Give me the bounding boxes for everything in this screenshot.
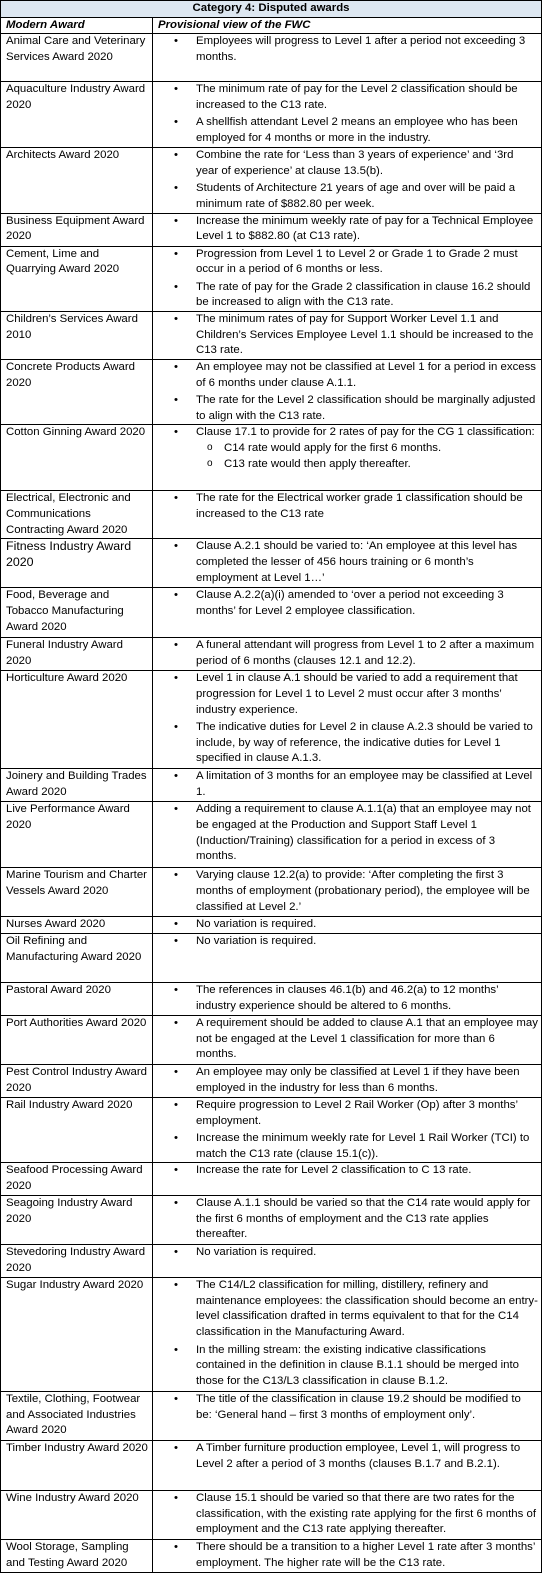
provisional-view bbox=[153, 246, 542, 311]
table-row bbox=[1, 491, 542, 539]
provisional-view bbox=[153, 588, 542, 638]
bullet-item: • Clause 15.1 should be varied so that there are two rates for the classification, with the existing rate applying for the first 6 months of employment and the C13 rate applying thereafter. bbox=[158, 1491, 538, 1538]
table-row bbox=[1, 1196, 542, 1245]
provisional-view bbox=[153, 1163, 542, 1196]
award-name: Children’s Services Award 2010 bbox=[1, 311, 153, 359]
award-name: Seafood Processing Award 2020 bbox=[1, 1163, 153, 1196]
award-name: Cement, Lime and Quarrying Award 2020 bbox=[1, 246, 153, 311]
table-row bbox=[1, 1064, 542, 1097]
bullet-item: • Require progression to Level 2 Rail Worker (Op) after 3 months’ employment. bbox=[158, 1098, 538, 1129]
provisional-view bbox=[153, 982, 542, 1015]
table-row bbox=[1, 311, 542, 359]
award-name: Animal Care and Veterinary Services Award 2020 bbox=[1, 34, 153, 82]
provisional-view bbox=[153, 425, 542, 491]
provisional-view bbox=[153, 148, 542, 213]
bullet-list bbox=[158, 983, 538, 1014]
table-row bbox=[1, 1163, 542, 1196]
bullet-item: • The rate for the Level 2 classification should be marginally adjusted to align with the C13 rate. bbox=[158, 393, 538, 424]
award-name: Electrical, Electronic and Communications Contracting Award 2020 bbox=[1, 491, 153, 539]
provisional-view bbox=[153, 802, 542, 868]
award-name: Business Equipment Award 2020 bbox=[1, 213, 153, 246]
table-row bbox=[1, 802, 542, 868]
award-name: Concrete Products Award 2020 bbox=[1, 359, 153, 424]
provisional-view bbox=[153, 1245, 542, 1278]
table-row bbox=[1, 1540, 542, 1573]
bullet-item: • Clause A.1.1 should be varied so that the C14 rate would apply for the first 6 months of employment and the C13 rate applies thereafter. bbox=[158, 1196, 538, 1243]
bullet-list bbox=[158, 82, 538, 146]
table-row bbox=[1, 425, 542, 491]
provisional-view bbox=[153, 868, 542, 917]
bullet-item: • Students of Architecture 21 years of age and over will be paid a minimum rate of $882.80 per week. bbox=[158, 181, 538, 212]
provisional-view bbox=[153, 1015, 542, 1064]
sub-bullet-list bbox=[158, 441, 538, 472]
table-row bbox=[1, 1278, 542, 1392]
bullet-list bbox=[158, 1098, 538, 1162]
provisional-view bbox=[153, 1392, 542, 1441]
provisional-view bbox=[153, 539, 542, 588]
bullet-item: • Clause A.2.1 should be varied to: ‘An employee at this level has completed the lesser of 456 hours training or 6 month’s employment at Level 1…’ bbox=[158, 539, 538, 586]
provisional-view bbox=[153, 34, 542, 82]
bullet-list bbox=[158, 1491, 538, 1538]
column-header-modern-award: Modern Award bbox=[1, 17, 153, 34]
bullet-list bbox=[158, 1540, 538, 1571]
provisional-view bbox=[153, 311, 542, 359]
table-row bbox=[1, 1392, 542, 1441]
provisional-view bbox=[153, 671, 542, 769]
bullet-item: • No variation is required. bbox=[158, 934, 538, 950]
provisional-view bbox=[153, 1097, 542, 1162]
table-row bbox=[1, 539, 542, 588]
table-row bbox=[1, 982, 542, 1015]
bullet-list bbox=[158, 148, 538, 212]
bullet-item: • The C14/L2 classification for milling, distillery, refinery and maintenance employees: the classification should become an entry-level classification drafted in terms equivalent to that for the C14 classification in the Manufacturing Award. bbox=[158, 1278, 538, 1340]
bullet-item: • Increase the rate for Level 2 classification to C 13 rate. bbox=[158, 1163, 538, 1179]
bullet-item: • No variation is required. bbox=[158, 917, 538, 933]
bullet-list bbox=[158, 247, 538, 311]
bullet-list bbox=[158, 769, 538, 800]
bullet-item: • Increase the minimum weekly rate of pay for a Technical Employee Level 1 to $882.80 (at C13 rate). bbox=[158, 214, 538, 245]
bullet-item: • The rate of pay for the Grade 2 classification in clause 16.2 should be increased to align with the C13 rate. bbox=[158, 280, 538, 311]
table-row bbox=[1, 1097, 542, 1162]
bullet-item: • An employee may not be classified at Level 1 for a period in excess of 6 months under clause A.1.1. bbox=[158, 360, 538, 391]
award-name: Live Performance Award 2020 bbox=[1, 802, 153, 868]
table-row bbox=[1, 1015, 542, 1064]
bullet-item: • The references in clauses 46.1(b) and 46.2(a) to 12 months’ industry experience should be altered to 6 months. bbox=[158, 983, 538, 1014]
award-name: Food, Beverage and Tobacco Manufacturing Award 2020 bbox=[1, 588, 153, 638]
provisional-view bbox=[153, 769, 542, 802]
provisional-view bbox=[153, 1278, 542, 1392]
provisional-view bbox=[153, 1540, 542, 1573]
bullet-item: • The title of the classification in clause 19.2 should be modified to be: ‘General hand – first 3 months of employment only’. bbox=[158, 1392, 538, 1423]
bullet-item: • Varying clause 12.2(a) to provide: ‘After completing the first 3 months of employment (probationary period), the employee will be classified at Level 2.’ bbox=[158, 868, 538, 915]
bullet-item: • An employee may only be classified at Level 1 if they have been employed in the industry for less than 6 months. bbox=[158, 1065, 538, 1096]
provisional-view bbox=[153, 933, 542, 982]
bullet-item: • The minimum rate of pay for the Level 2 classification should be increased to the C13 rate. bbox=[158, 82, 538, 113]
provisional-view bbox=[153, 917, 542, 934]
bullet-item: • Clause 17.1 to provide for 2 rates of pay for the CG 1 classification: bbox=[158, 425, 538, 441]
bullet-list bbox=[158, 802, 538, 864]
bullet-item: • A requirement should be added to clause A.1 that an employee may not be engaged at the Level 1 classification for more than 6 months. bbox=[158, 1016, 538, 1063]
table-row bbox=[1, 769, 542, 802]
table-row bbox=[1, 246, 542, 311]
award-name: Port Authorities Award 2020 bbox=[1, 1015, 153, 1064]
bullet-list bbox=[158, 539, 538, 586]
table-row bbox=[1, 671, 542, 769]
bullet-list bbox=[158, 214, 538, 245]
bullet-item: • A limitation of 3 months for an employee may be classified at Level 1. bbox=[158, 769, 538, 800]
award-name: Wool Storage, Sampling and Testing Award 2020 bbox=[1, 1540, 153, 1573]
award-name: Rail Industry Award 2020 bbox=[1, 1097, 153, 1162]
award-name: Timber Industry Award 2020 bbox=[1, 1441, 153, 1491]
table-row bbox=[1, 588, 542, 638]
award-name: Horticulture Award 2020 bbox=[1, 671, 153, 769]
bullet-list bbox=[158, 868, 538, 915]
column-header-provisional-view: Provisional view of the FWC bbox=[153, 17, 542, 34]
bullet-item: • There should be a transition to a higher Level 1 rate after 3 months’ employment. The higher rate will be the C13 rate. bbox=[158, 1540, 538, 1571]
bullet-item: • No variation is required. bbox=[158, 1245, 538, 1261]
bullet-list bbox=[158, 1016, 538, 1063]
bullet-list bbox=[158, 1245, 538, 1261]
bullet-list bbox=[158, 917, 538, 933]
table-row bbox=[1, 933, 542, 982]
table-row bbox=[1, 917, 542, 934]
table-body bbox=[1, 34, 542, 1573]
award-name: Pastoral Award 2020 bbox=[1, 982, 153, 1015]
award-name: Funeral Industry Award 2020 bbox=[1, 638, 153, 671]
provisional-view bbox=[153, 82, 542, 148]
provisional-view bbox=[153, 638, 542, 671]
table-caption: Category 4: Disputed awards bbox=[1, 1, 542, 18]
provisional-view bbox=[153, 1064, 542, 1097]
bullet-list bbox=[158, 638, 538, 669]
table-row bbox=[1, 1441, 542, 1491]
table-row bbox=[1, 148, 542, 213]
table-row bbox=[1, 82, 542, 148]
award-name: Cotton Ginning Award 2020 bbox=[1, 425, 153, 491]
bullet-list bbox=[158, 1163, 538, 1179]
award-name: Stevedoring Industry Award 2020 bbox=[1, 1245, 153, 1278]
bullet-list bbox=[158, 360, 538, 424]
provisional-view bbox=[153, 491, 542, 539]
bullet-item: • Increase the minimum weekly rate for Level 1 Rail Worker (TCI) to match the C13 rate (clause 15.1(c)). bbox=[158, 1131, 538, 1162]
sub-bullet-item: o C14 rate would apply for the first 6 months. bbox=[158, 441, 538, 457]
award-name: Oil Refining and Manufacturing Award 2020 bbox=[1, 933, 153, 982]
bullet-item: • A Timber furniture production employee, Level 1, will progress to Level 2 after a period of 3 months (clauses B.1.7 and B.2.1). bbox=[158, 1441, 538, 1472]
award-name: Seagoing Industry Award 2020 bbox=[1, 1196, 153, 1245]
bullet-item: • Combine the rate for ‘Less than 3 years of experience’ and ‘3rd year of experience’ at clause 13.5(b). bbox=[158, 148, 538, 179]
bullet-list bbox=[158, 1441, 538, 1472]
bullet-item: • The indicative duties for Level 2 in clause A.2.3 should be varied to include, by way of reference, the indicative duties for Level 1 specified in clause A.1.3. bbox=[158, 720, 538, 767]
bullet-list bbox=[158, 1196, 538, 1243]
bullet-item: • The minimum rates of pay for Support Worker Level 1.1 and Children’s Services Employee Level 1.1 should be increased to the C13 rate. bbox=[158, 312, 538, 359]
table-row bbox=[1, 1245, 542, 1278]
bullet-list bbox=[158, 671, 538, 767]
bullet-list bbox=[158, 312, 538, 359]
bullet-item: • A funeral attendant will progress from Level 1 to 2 after a maximum period of 6 months (clauses 12.1 and 12.2). bbox=[158, 638, 538, 669]
provisional-view bbox=[153, 1491, 542, 1540]
bullet-item: • A shellfish attendant Level 2 means an employee who has been employed for 4 months or more in the industry. bbox=[158, 115, 538, 146]
bullet-item: • Employees will progress to Level 1 after a period not exceeding 3 months. bbox=[158, 34, 538, 65]
bullet-item: • The rate for the Electrical worker grade 1 classification should be increased to the C13 rate bbox=[158, 491, 538, 522]
provisional-view bbox=[153, 1441, 542, 1491]
table-row bbox=[1, 638, 542, 671]
bullet-list bbox=[158, 1065, 538, 1096]
table-row bbox=[1, 213, 542, 246]
table-row bbox=[1, 34, 542, 82]
bullet-list bbox=[158, 588, 538, 619]
award-name: Pest Control Industry Award 2020 bbox=[1, 1064, 153, 1097]
bullet-list bbox=[158, 34, 538, 65]
bullet-item: • In the milling stream: the existing indicative classifications contained in the definition in clause B.1.1 should be merged into those for the C13/L3 classification in clause B.1.2. bbox=[158, 1343, 538, 1390]
bullet-list bbox=[158, 934, 538, 950]
sub-bullet-item: o C13 rate would then apply thereafter. bbox=[158, 457, 538, 473]
award-name: Sugar Industry Award 2020 bbox=[1, 1278, 153, 1392]
award-name: Architects Award 2020 bbox=[1, 148, 153, 213]
bullet-list bbox=[158, 491, 538, 522]
bullet-item: • Adding a requirement to clause A.1.1(a) that an employee may not be engaged at the Production and Support Staff Level 1 (Induction/Training) classification for a period in excess of 3 months. bbox=[158, 802, 538, 864]
award-name: Joinery and Building Trades Award 2020 bbox=[1, 769, 153, 802]
award-name: Aquaculture Industry Award 2020 bbox=[1, 82, 153, 148]
provisional-view bbox=[153, 1196, 542, 1245]
bullet-item: • Progression from Level 1 to Level 2 or Grade 1 to Grade 2 must occur in a period of 6 months or less. bbox=[158, 247, 538, 278]
bullet-list bbox=[158, 1392, 538, 1423]
table-row bbox=[1, 868, 542, 917]
award-name: Fitness Industry Award 2020 bbox=[1, 539, 153, 588]
bullet-list bbox=[158, 425, 538, 441]
award-name: Nurses Award 2020 bbox=[1, 917, 153, 934]
bullet-list bbox=[158, 1278, 538, 1389]
bullet-item: • Clause A.2.2(a)(i) amended to ‘over a period not exceeding 3 months’ for Level 2 employee classification. bbox=[158, 588, 538, 619]
award-name: Textile, Clothing, Footwear and Associated Industries Award 2020 bbox=[1, 1392, 153, 1441]
table-row bbox=[1, 1491, 542, 1540]
award-name: Wine Industry Award 2020 bbox=[1, 1491, 153, 1540]
provisional-view bbox=[153, 213, 542, 246]
provisional-view bbox=[153, 359, 542, 424]
bullet-item: • Level 1 in clause A.1 should be varied to add a requirement that progression for Level 1 to Level 2 must occur after 3 months’ industry experience. bbox=[158, 671, 538, 718]
table-row bbox=[1, 359, 542, 424]
award-name: Marine Tourism and Charter Vessels Award 2020 bbox=[1, 868, 153, 917]
